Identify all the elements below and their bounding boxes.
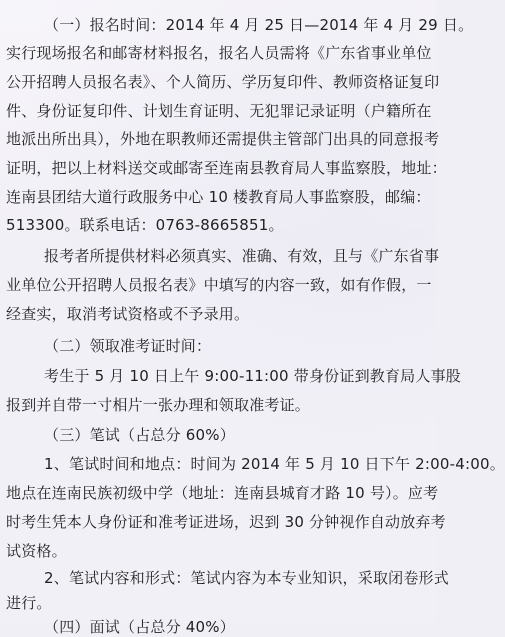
line-13: 考生于 5 月 10 日上午 9:00-11:00 带身份证到教育局人事股 [44,367,461,385]
line-16: 1、笔试时间和地点：时间为 2014 年 5 月 10 日下午 2:00-4:00。 [44,455,505,473]
line-21: 进行。 [6,594,52,612]
line-6: 证明，把以上材料送交或邮寄至连南县教育局人事监察股，地址： [6,159,447,177]
line-11: 经查实，取消考试资格或不予录用。 [6,305,250,323]
line-20: 2、笔试内容和形式：笔试内容为本专业知识，采取闭卷形式 [44,569,449,587]
line-1: （一）报名时间：2014 年 4 月 25 日—2014 年 4 月 29 日。 [44,16,474,34]
line-18: 时考生凭本人身份证和准考证进场，迟到 30 分钟视作自动放弃考 [6,513,446,531]
line-7: 连南县团结大道行政服务中心 10 楼教育局人事监察股，邮编： [6,188,431,206]
line-19: 试资格。 [6,542,67,560]
line-15: （三）笔试（占总分 60%） [44,426,235,444]
line-5: 地派出所出具），外地在职教师还需提供主管部门出具的同意报考 [6,130,440,148]
line-4: 件、身份证复印件、计划生育证明、无犯罪记录证明（户籍所在 [6,102,432,120]
line-8: 513300。联系电话：0763-8665851。 [6,216,284,234]
line-9: 报考者所提供材料必须真实、准确、有效，且与《广东省事 [44,247,440,265]
line-12: （二）领取准考证时间： [44,337,212,355]
line-17: 地点在连南民族初级中学（地址：连南县城育才路 10 号）。应考 [6,484,439,502]
line-3: 公开招聘人员报名表》、个人简历、学历复印件、教师资格证复印 [6,73,440,91]
line-14: 报到并自带一寸相片一张办理和领取准考证。 [6,396,311,414]
line-2: 实行现场报名和邮寄材料报名，报名人员需将《广东省事业单位 [6,44,432,62]
line-10: 业单位公开招聘人员报名表》中填写的内容一致，如有作假，一 [6,276,432,294]
line-22: （四）面试（占总分 40%） [44,618,235,636]
